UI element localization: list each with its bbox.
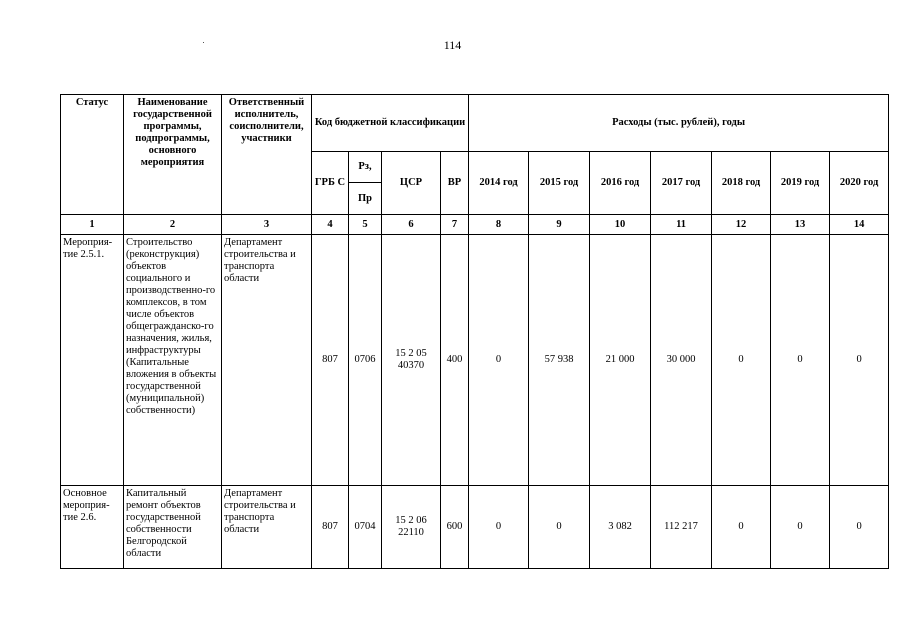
row-value: 57 938 xyxy=(529,235,590,486)
row-vr: 400 xyxy=(441,235,469,486)
table-row xyxy=(61,235,889,486)
header-responsible: Ответственный исполнитель, соисполнители, участники xyxy=(222,95,312,215)
row-value: 0 xyxy=(712,486,771,569)
row-value: 3 082 xyxy=(590,486,651,569)
header-name: Наименование государственной программы, подпрограммы, основного мероприятия xyxy=(124,95,222,215)
row-value: 0 xyxy=(771,235,830,486)
column-number: 14 xyxy=(830,215,889,235)
header-csr: ЦСР xyxy=(382,152,441,215)
row-value: 0 xyxy=(712,235,771,486)
row-value: 0 xyxy=(529,486,590,569)
header-year: 2018 год xyxy=(712,152,771,215)
row-grbs: 807 xyxy=(312,486,349,569)
header-year: 2016 год xyxy=(590,152,651,215)
column-number: 13 xyxy=(771,215,830,235)
column-number: 6 xyxy=(382,215,441,235)
row-rzpr: 0706 xyxy=(349,235,382,486)
row-csr: 15 2 05 40370 xyxy=(382,235,441,486)
header-rz: Рз, xyxy=(349,152,382,183)
scan-speck xyxy=(203,42,204,43)
header-budget-code: Код бюджетной классификации xyxy=(312,95,469,152)
column-number: 12 xyxy=(712,215,771,235)
row-responsible: Департамент строительства и транспорта области xyxy=(222,486,312,569)
row-status: Мероприя-тие 2.5.1. xyxy=(61,235,124,486)
row-value: 0 xyxy=(469,486,529,569)
header-year: 2019 год xyxy=(771,152,830,215)
column-number: 7 xyxy=(441,215,469,235)
header-pr: Пр xyxy=(349,183,382,215)
header-status: Статус xyxy=(61,95,124,215)
header-year: 2015 год xyxy=(529,152,590,215)
header-vr: ВР xyxy=(441,152,469,215)
row-value: 21 000 xyxy=(590,235,651,486)
column-number: 4 xyxy=(312,215,349,235)
header-year: 2014 год xyxy=(469,152,529,215)
column-number: 5 xyxy=(349,215,382,235)
row-name: Строительство (реконструкция) объектов социального и производственно-го комплексов, в том числе объектов общегражданско-го назначения, жилья, инфраструктуры (Капитальные вложения в объекты государственной (муниципальной) собственности) xyxy=(124,235,222,486)
row-value: 0 xyxy=(830,235,889,486)
row-status: Основное мероприя-тие 2.6. xyxy=(61,486,124,569)
column-number: 8 xyxy=(469,215,529,235)
header-grbs: ГРБ С xyxy=(312,152,349,215)
table-row xyxy=(61,486,889,569)
page-number: 114 xyxy=(443,38,462,52)
header-expenses: Расходы (тыс. рублей), годы xyxy=(469,95,889,152)
row-rzpr: 0704 xyxy=(349,486,382,569)
column-number: 10 xyxy=(590,215,651,235)
row-responsible: Департамент строительства и транспорта области xyxy=(222,235,312,486)
column-number: 9 xyxy=(529,215,590,235)
row-value: 30 000 xyxy=(651,235,712,486)
column-number: 2 xyxy=(124,215,222,235)
column-number: 1 xyxy=(61,215,124,235)
row-value: 0 xyxy=(830,486,889,569)
row-vr: 600 xyxy=(441,486,469,569)
column-number: 11 xyxy=(651,215,712,235)
row-value: 112 217 xyxy=(651,486,712,569)
row-csr: 15 2 06 22110 xyxy=(382,486,441,569)
column-number: 3 xyxy=(222,215,312,235)
budget-table xyxy=(60,94,889,569)
row-value: 0 xyxy=(469,235,529,486)
header-year: 2020 год xyxy=(830,152,889,215)
row-value: 0 xyxy=(771,486,830,569)
header-year: 2017 год xyxy=(651,152,712,215)
row-name: Капитальный ремонт объектов государственной собственности Белгородской области xyxy=(124,486,222,569)
row-grbs: 807 xyxy=(312,235,349,486)
